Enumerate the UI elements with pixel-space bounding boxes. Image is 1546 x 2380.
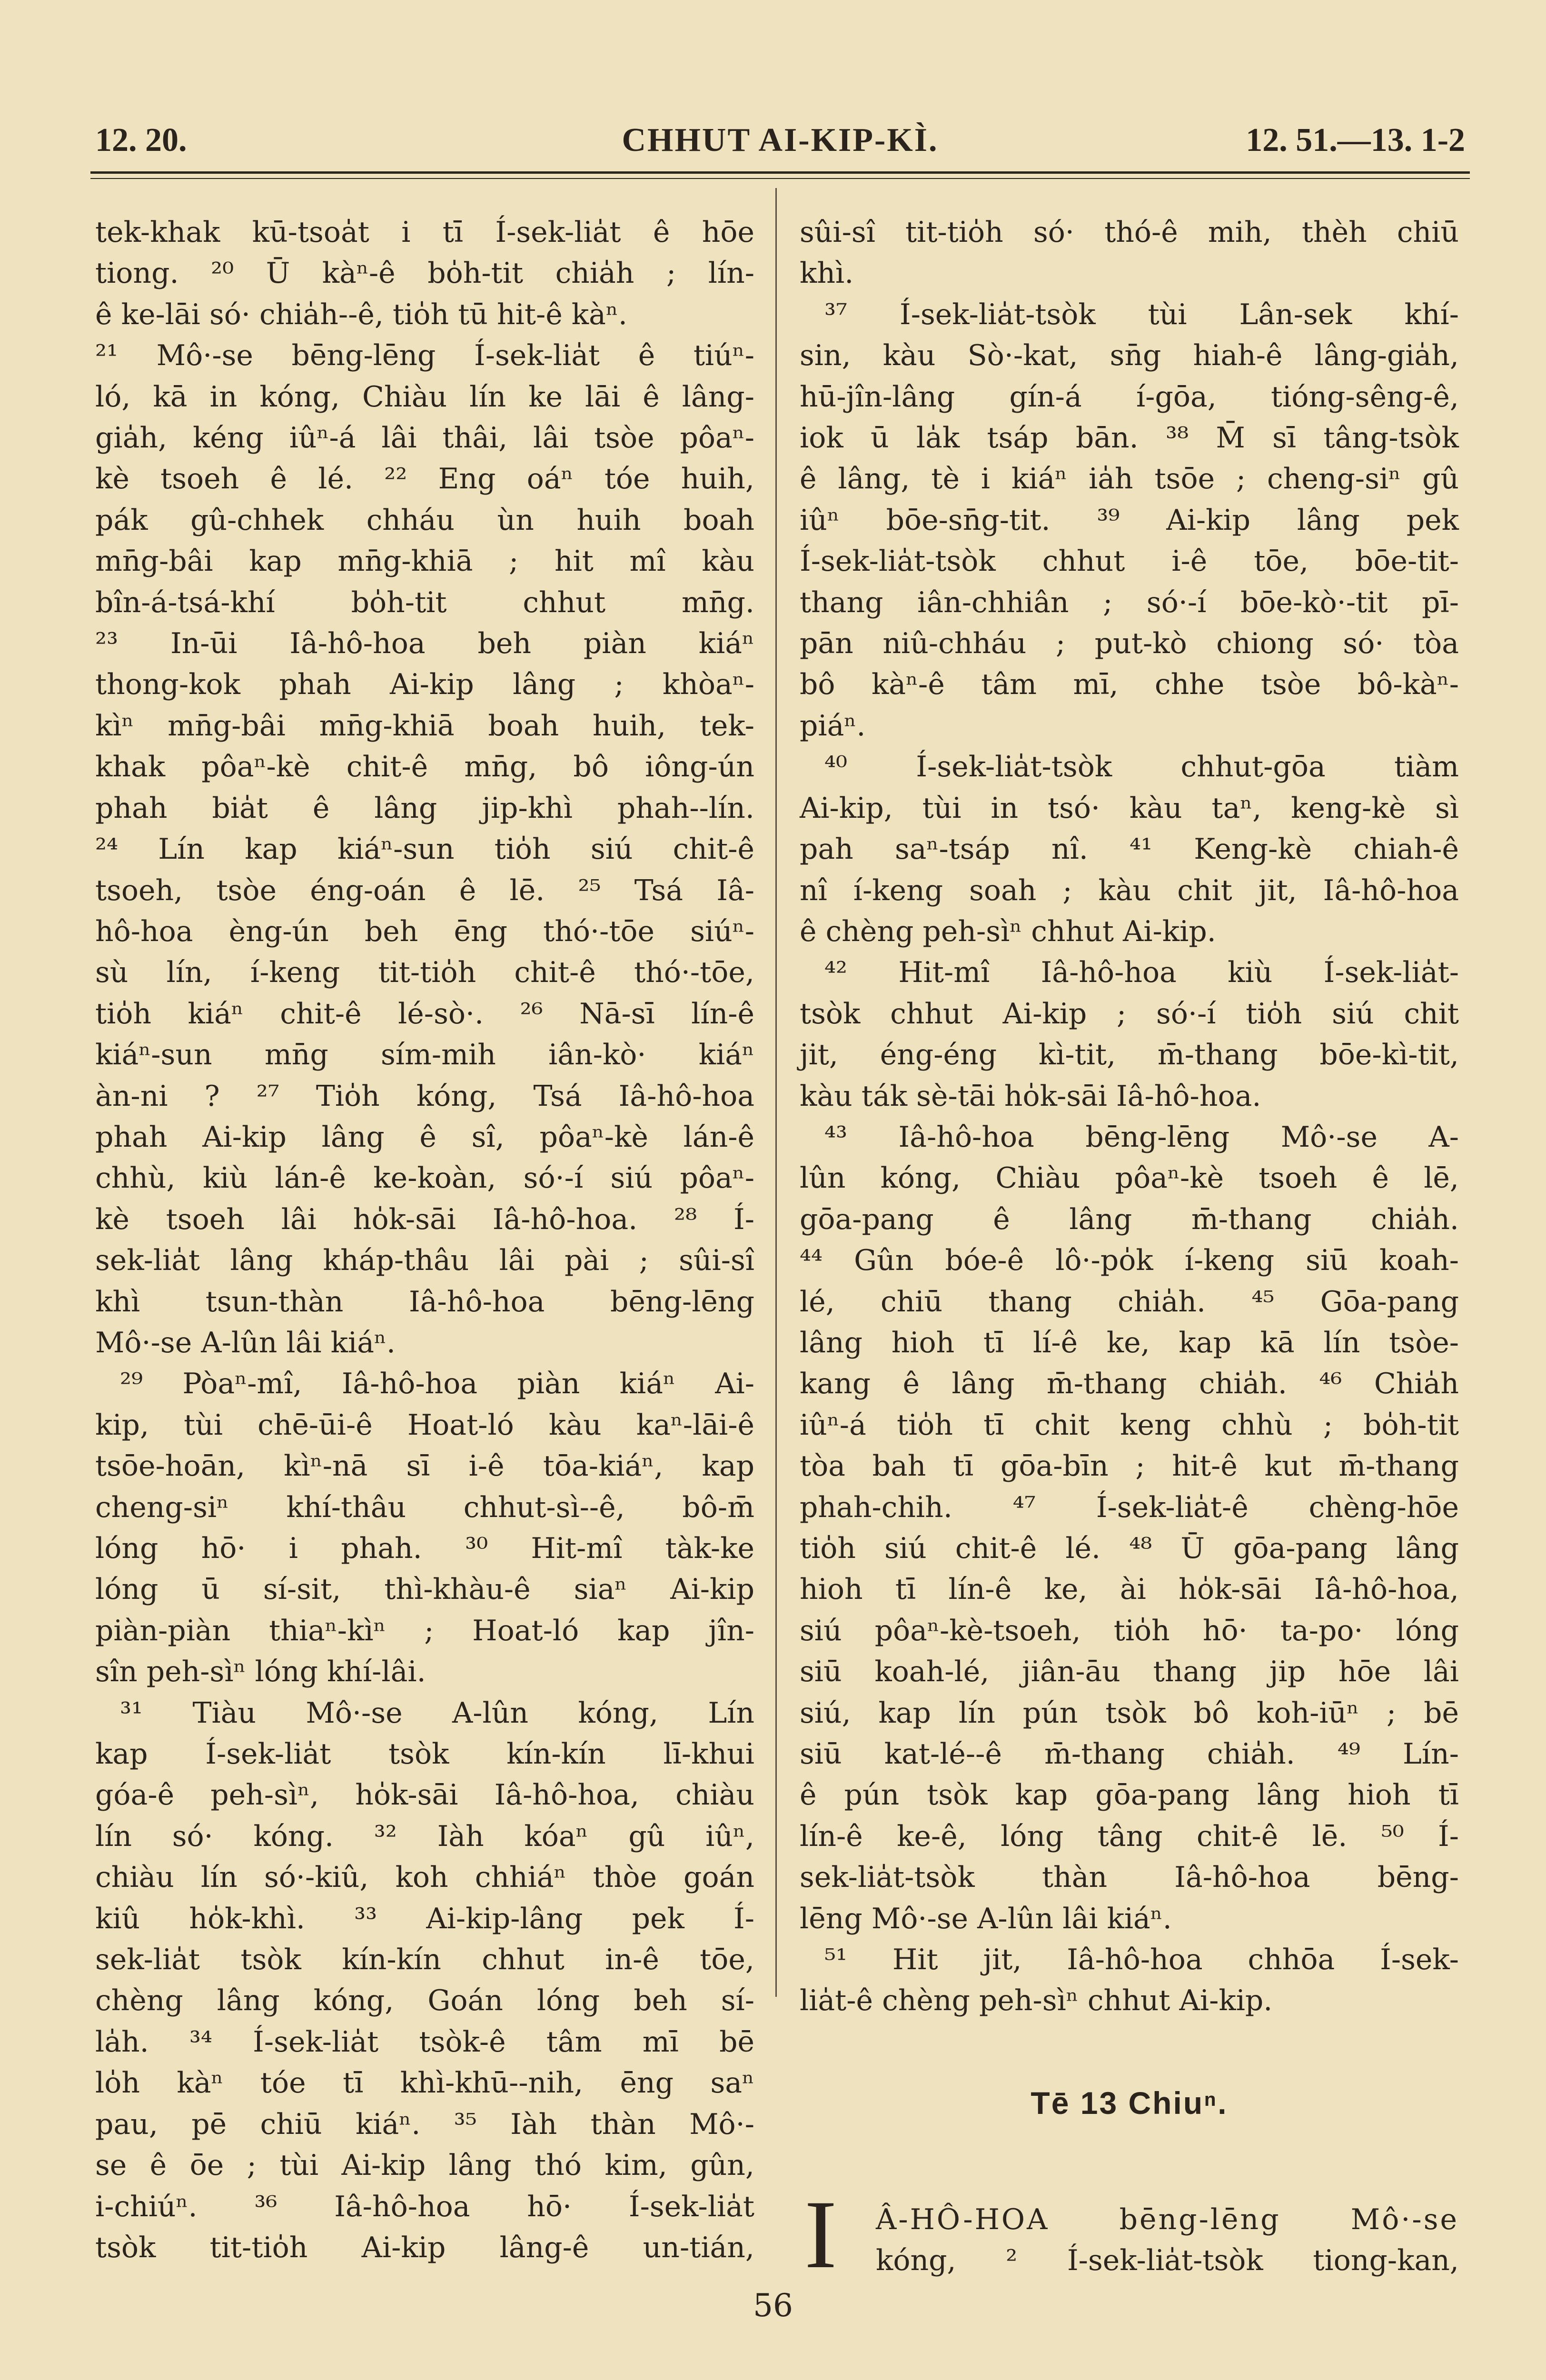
text-line: kè tsoeh ê lé. ²² Eng oáⁿ tóe huih, (95, 462, 754, 496)
text-line: ⁴⁴ Gûn bóe-ê lô·-po̍k í-keng siū koah- (800, 1244, 1459, 1278)
text-line: piáⁿ. (800, 709, 866, 743)
text-line: kìⁿ mn̄g-bâi mn̄g-khiā boah huih, tek- (95, 709, 754, 743)
right-column (800, 212, 1459, 2022)
text-line: bô kàⁿ-ê tâm mī, chhe tsòe bô-kàⁿ- (800, 668, 1459, 702)
text-line: ⁵¹ Hit jit, Iâ-hô-hoa chhōa Í-sek- (824, 1943, 1459, 1977)
chapter-opening (876, 2199, 1459, 2281)
text-line: lóng ū sí-sit, thì-khàu-ê siaⁿ Ai-kip (95, 1573, 754, 1606)
text-line: cheng-siⁿ khí-thâu chhut-sì--ê, bô-m̄ (95, 1490, 754, 1524)
text-line: ²³ In-ūi Iâ-hô-hoa beh piàn kiáⁿ (95, 627, 754, 661)
header-verse-start: 12. 20. (95, 122, 187, 159)
text-line: kàu ták sè-tāi ho̍k-sāi Iâ-hô-hoa. (800, 1079, 1261, 1113)
text-line: gōa-pang ê lâng m̄-thang chia̍h. (800, 1202, 1459, 1236)
text-line: sîn peh-sìⁿ lóng khí-lâi. (95, 1655, 426, 1689)
text-line: lâng hioh tī lí-ê ke, kap kā lín tsòe- (800, 1326, 1459, 1359)
text-line: Ai-kip, tùi in tsó· kàu taⁿ, keng-kè sì (800, 791, 1459, 825)
book-title: CHHUT AI-KIP-KÌ. (622, 122, 939, 159)
text-line: ⁴² Hit-mî Iâ-hô-hoa kiù Í-sek-lia̍t- (824, 956, 1459, 990)
text-line: ló, kā in kóng, Chiàu lín ke lāi ê lâng- (95, 380, 754, 414)
text-line: Mô·-se A-lûn lâi kiáⁿ. (95, 1326, 396, 1359)
text-line: Í-sek-lia̍t-tsòk chhut i-ê tōe, bōe-tit- (800, 545, 1459, 578)
text-line: sûi-sî tit-tio̍h só· thó-ê mih, thèh chiū (800, 216, 1459, 249)
text-line: ê chèng peh-sìⁿ chhut Ai-kip. (800, 914, 1216, 948)
text-line: phah-chih. ⁴⁷ Í-sek-lia̍t-ê chèng-hōe (800, 1490, 1459, 1524)
text-line: tsōe-hoān, kìⁿ-nā sī i-ê tōa-kiáⁿ, kap (95, 1449, 754, 1483)
text-line: ³⁷ Í-sek-lia̍t-tsòk tùi Lân-sek khí- (824, 298, 1459, 331)
text-line: lia̍t-ê chèng peh-sìⁿ chhut Ai-kip. (800, 1984, 1273, 2018)
left-column (95, 212, 754, 2268)
text-line: kiû ho̍k-khì. ³³ Ai-kip-lâng pek Í- (95, 1902, 754, 1935)
text-line: góa-ê peh-sìⁿ, ho̍k-sāi Iâ-hô-hoa, chiàu (95, 1778, 754, 1812)
text-line: chèng lâng kóng, Goán lóng beh sí- (95, 1984, 754, 2018)
text-line: lín-ê ke-ê, lóng tâng chit-ê lē. ⁵⁰ Í- (800, 1819, 1459, 1853)
header-rule-thick (90, 171, 1470, 174)
text-line: sek-lia̍t-tsòk thàn Iâ-hô-hoa bēng- (800, 1861, 1459, 1894)
text-line: kap Í-sek-lia̍t tsòk kín-kín lī-khui (95, 1737, 754, 1771)
text-line: lín só· kóng. ³² Iàh kóaⁿ gû iûⁿ, (95, 1819, 754, 1853)
text-line: tio̍h siú chit-ê lé. ⁴⁸ Ū gōa-pang lâng (800, 1532, 1459, 1565)
text-line: ⁴³ Iâ-hô-hoa bēng-lēng Mô·-se A- (824, 1120, 1459, 1154)
text-line: thang iân-chhiân ; só·-í bōe-kò·-tit pī- (800, 585, 1459, 619)
text-line: kip, tùi chē-ūi-ê Hoat-ló kàu kaⁿ-lāi-ê (95, 1408, 754, 1442)
text-line: kè tsoeh lâi ho̍k-sāi Iâ-hô-hoa. ²⁸ Í- (95, 1202, 754, 1236)
text-line: phah bia̍t ê lâng jip-khì phah--lín. (95, 791, 754, 825)
text-line: pah saⁿ-tsáp nî. ⁴¹ Keng-kè chiah-ê (800, 833, 1459, 866)
text-line: hô-hoa èng-ún beh ēng thó·-tōe siúⁿ- (95, 914, 754, 948)
text-line: tek-khak kū-tsoa̍t i tī Í-sek-lia̍t ê hōe (95, 216, 754, 249)
text-line: lûn kóng, Chiàu pôaⁿ-kè tsoeh ê lē, (800, 1161, 1459, 1195)
text-line: tòa bah tī gōa-bīn ; hit-ê kut m̄-thang (800, 1449, 1459, 1483)
text-line: lo̍h kàⁿ tóe tī khì-khū--nih, ēng saⁿ (95, 2066, 754, 2100)
text-line: ê pún tsòk kap gōa-pang lâng hioh tī (800, 1778, 1459, 1812)
text-line: Â-HÔ-HOA bēng-lēng Mô·-se (876, 2203, 1459, 2236)
text-line: ⁴⁰ Í-sek-lia̍t-tsòk chhut-gōa tiàm (824, 750, 1459, 784)
text-line: sù lín, í-keng tit-tio̍h chit-ê thó·-tōe, (95, 956, 754, 990)
text-line: hioh tī lín-ê ke, ài ho̍k-sāi Iâ-hô-hoa, (800, 1573, 1459, 1606)
text-line: siū kat-lé--ê m̄-thang chia̍h. ⁴⁹ Lín- (800, 1737, 1459, 1771)
text-line: nî í-keng soah ; kàu chit jit, Iâ-hô-hoa (800, 873, 1459, 907)
text-line: tsòk chhut Ai-kip ; só·-í tio̍h siú chit (800, 997, 1459, 1031)
header-rule-thin (90, 178, 1470, 179)
text-line: chhù, kiù lán-ê ke-koàn, só·-í siú pôaⁿ- (95, 1161, 754, 1195)
text-line: lóng hō· i phah. ³⁰ Hit-mî tàk-ke (95, 1532, 754, 1565)
text-line: sin, kàu Sò·-kat, sn̄g hiah-ê lâng-gia̍h, (800, 339, 1459, 373)
text-line: siū koah-lé, jiân-āu thang jip hōe lâi (800, 1655, 1459, 1689)
text-line: khì. (800, 257, 854, 290)
text-line: kóng, ² Í-sek-lia̍t-tsòk tiong-kan, (876, 2244, 1459, 2277)
chapter-heading: Tē 13 Chiuⁿ. (1031, 2085, 1228, 2121)
text-line: ê ke-lāi só· chia̍h--ê, tio̍h tū hit-ê kàⁿ. (95, 298, 627, 331)
drop-cap: I (804, 2181, 837, 2289)
text-line: pān niû-chháu ; put-kò chiong só· tòa (800, 627, 1459, 661)
text-line: lé, chiū thang chia̍h. ⁴⁵ Gōa-pang (800, 1285, 1459, 1319)
text-line: ³¹ Tiàu Mô·-se A-lûn kóng, Lín (120, 1696, 754, 1730)
text-line: mn̄g-bâi kap mn̄g-khiā ; hit mî kàu (95, 545, 754, 578)
text-line: jit, éng-éng kì-tit, m̄-thang bōe-kì-tit, (800, 1038, 1459, 1072)
text-line: lēng Mô·-se A-lûn lâi kiáⁿ. (800, 1902, 1172, 1935)
text-line: la̍h. ³⁴ Í-sek-lia̍t tsòk-ê tâm mī bē (95, 2025, 754, 2059)
text-line: ²⁹ Pòaⁿ-mî, Iâ-hô-hoa piàn kiáⁿ Ai- (120, 1367, 754, 1401)
text-line: ê lâng, tè i kiáⁿ ia̍h tsōe ; cheng-siⁿ gû (800, 462, 1459, 496)
text-line: piàn-piàn thiaⁿ-kìⁿ ; Hoat-ló kap jîn- (95, 1614, 754, 1647)
text-line: tsòk tit-tio̍h Ai-kip lâng-ê un-tián, (95, 2231, 754, 2264)
text-line: chiàu lín só·-kiû, koh chhiáⁿ thòe goán (95, 1861, 754, 1894)
text-line: hū-jîn-lâng gín-á í-gōa, tióng-sêng-ê, (800, 380, 1459, 414)
text-line: thong-kok phah Ai-kip lâng ; khòaⁿ- (95, 668, 754, 702)
text-line: gia̍h, kéng iûⁿ-á lâi thâi, lâi tsòe pôaⁿ- (95, 421, 754, 455)
column-divider (775, 188, 777, 1997)
page-number: 56 (753, 2287, 793, 2324)
text-line: kiáⁿ-sun mn̄g sím-mih iân-kò· kiáⁿ (95, 1038, 754, 1072)
text-line: sek-lia̍t tsòk kín-kín chhut in-ê tōe, (95, 1943, 754, 1977)
header-verse-end: 12. 51.—13. 1-2 (1246, 122, 1465, 159)
text-line: ²⁴ Lín kap kiáⁿ-sun tio̍h siú chit-ê (95, 833, 754, 866)
text-line: siú, kap lín pún tsòk bô koh-iūⁿ ; bē (800, 1696, 1459, 1730)
text-line: khak pôaⁿ-kè chit-ê mn̄g, bô iông-ún (95, 750, 754, 784)
text-line: àn-ni ? ²⁷ Tio̍h kóng, Tsá Iâ-hô-hoa (95, 1079, 754, 1113)
text-line: sek-lia̍t lâng kháp-thâu lâi pài ; sûi-sî (95, 1244, 754, 1278)
text-line: bîn-á-tsá-khí bo̍h-tit chhut mn̄g. (95, 585, 754, 619)
text-line: tio̍h kiáⁿ chit-ê lé-sò·. ²⁶ Nā-sī lín-ê (95, 997, 754, 1031)
text-line: khì tsun-thàn Iâ-hô-hoa bēng-lēng (95, 1285, 754, 1319)
text-line: i-chiúⁿ. ³⁶ Iâ-hô-hoa hō· Í-sek-lia̍t (95, 2190, 754, 2223)
text-line: iok ū la̍k tsáp bān. ³⁸ M̄ sī tâng-tsòk (800, 421, 1459, 455)
text-line: se ê ōe ; tùi Ai-kip lâng thó kim, gûn, (95, 2149, 754, 2182)
text-line: ²¹ Mô·-se bēng-lēng Í-sek-lia̍t ê tiúⁿ- (95, 339, 754, 373)
text-line: kang ê lâng m̄-thang chia̍h. ⁴⁶ Chia̍h (800, 1367, 1459, 1401)
text-line: pák gû-chhek chháu ùn huih boah (95, 503, 754, 537)
text-line: iûⁿ-á tio̍h tī chit keng chhù ; bo̍h-tit (800, 1408, 1459, 1442)
text-line: tiong. ²⁰ Ū kàⁿ-ê bo̍h-tit chia̍h ; lín- (95, 257, 754, 290)
text-line: pau, pē chiū kiáⁿ. ³⁵ Iàh thàn Mô·- (95, 2107, 754, 2141)
text-line: phah Ai-kip lâng ê sî, pôaⁿ-kè lán-ê (95, 1120, 754, 1154)
text-line: iûⁿ bōe-sn̄g-tit. ³⁹ Ai-kip lâng pek (800, 503, 1459, 537)
text-line: siú pôaⁿ-kè-tsoeh, tio̍h hō· ta-po· lóng (800, 1614, 1459, 1647)
running-header (95, 112, 1465, 164)
text-line: tsoeh, tsòe éng-oán ê lē. ²⁵ Tsá Iâ- (95, 873, 754, 907)
